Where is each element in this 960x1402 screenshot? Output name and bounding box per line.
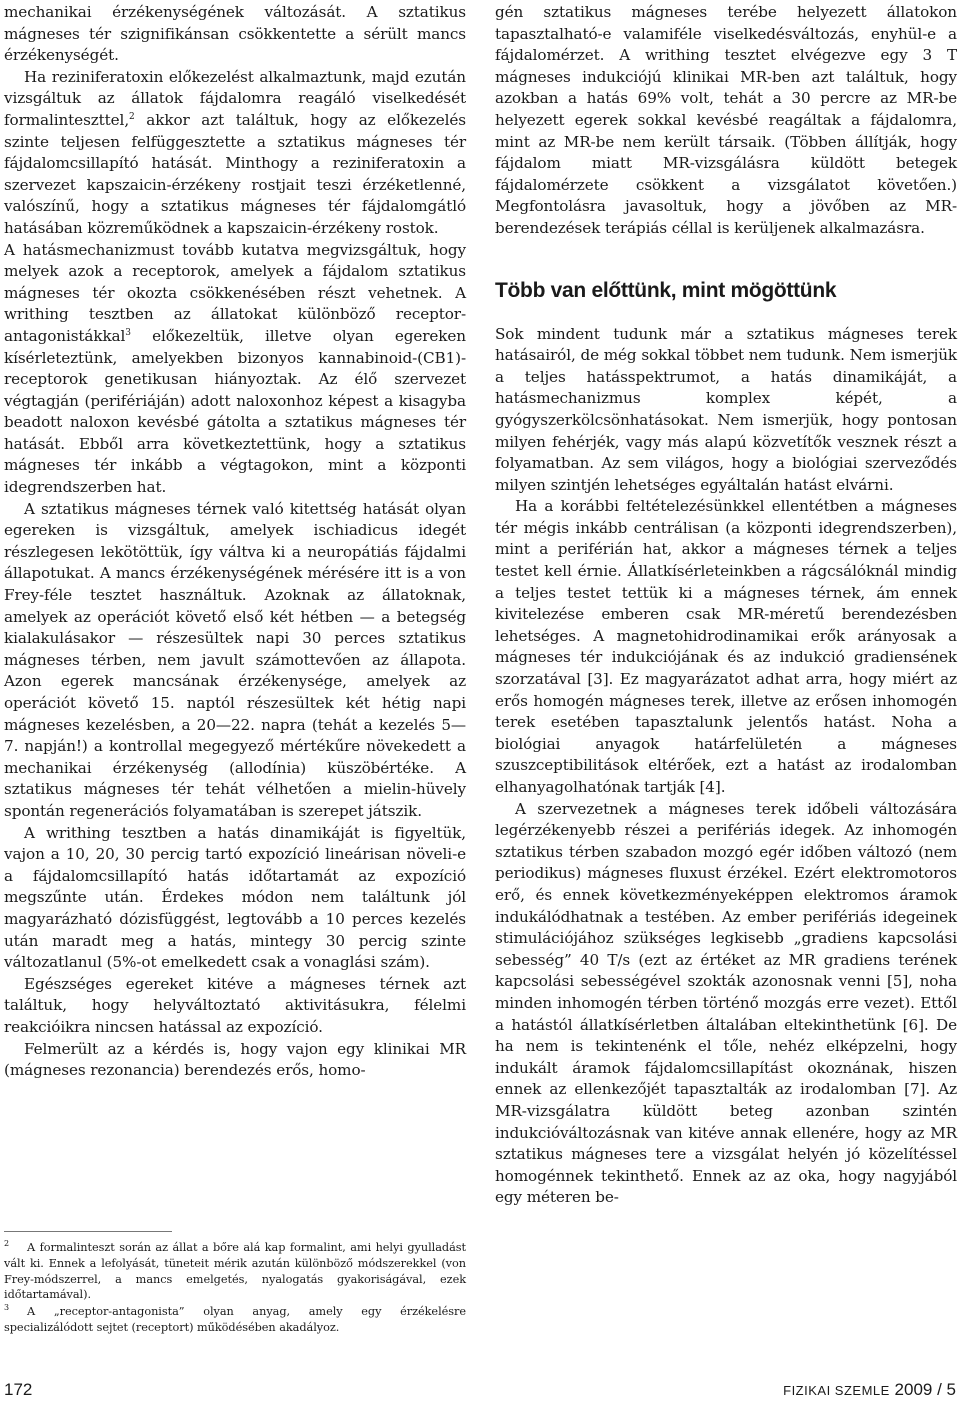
left-column [4,2,466,1082]
paragraph-text: akkor azt találtuk, hogy az előkezelés szinte teljesen felfüggesztette a sztatikus mágneses tér fájdalomcsillapító hatását. Minthogy a reziniferatoxin a szervezet kapszaicin-érzékeny rostjait teszi érzéketlenné, valószínű, hogy a sztatikus mágneses tér fájdalomgátló hatásában közreműködnek a kapszaicin-érzékeny rostok. [4,110,466,237]
paragraph: gén sztatikus mágneses terébe helyezett állatokon tapasztalható-e valamiféle viselkedésváltozás, enyhül-e a fájdalomérzet. A writhing tesztet elvégezve egy 3 T mágneses indukciójú klinikai MR-ben azt találtuk, hogy azokban a hatás 69% volt, tehát a 30 percre az MR-be helyezett egerek sokkal kevésbé reagáltak a fájdalomra, mint az MR-be nem került társaik. (Többen állítják, hogy fájdalom miatt MR-vizsgálásra küldött betegek fájdalomérzete csökkent a vizsgálatot követően.) Megfontolásra javasoltuk, hogy a jövőben az MR-berendezések terápiás céllal is kerüljenek alkalmazásra. [495,3,957,237]
issue-number: 2009 / 5 [894,1380,956,1399]
paragraph: Felmerült az a kérdés is, hogy vajon egy klinikai MR (mágneses rezonancia) berendezés erős, homo- [4,1039,466,1080]
footnote-mark: 2 [4,1239,10,1248]
paragraph: Egészséges egereket kitéve a mágneses térnek azt találtuk, hogy helyváltoztató aktivitásukra, félelmi reakcióikra nincsen hatással az expozíció. [4,974,466,1036]
footnote [4,1240,466,1303]
footnote [4,1304,466,1336]
paragraph-text: A hatásmechanizmust tovább kutatva megvizsgáltuk, hogy melyek azok a receptorok, amelyek a fájdalom sztatikus mágneses tér okozta csökkenésében részt vehetnek. A writhing tesztben az állatokat különböző receptor-antagonistákkal [4,240,466,345]
footnote-mark: 3 [4,1303,10,1313]
paragraph: A sztatikus mágneses térnek való kitettség hatását olyan egereken is vizsgáltuk, amelyek ischiadicus idegét részlegesen lekötöttük, így váltva ki a neuropátiás fájdalmi állapotukat. A mancs érzékenységének mérésére itt is a von Frey-féle tesztet használtuk. Azoknak az állatoknak, amelyek az operációt követő első két hétben — a betegség kialakulásakor — részesültek napi 30 perces sztatikus mágneses térben, nem javult számottevően az állapota. Azon egerek mancsának érzékenysége, amelyek az operációt követő 15. naptól részesültek két hétig napi mágneses kezelésben, a 20—22. napra (tehát a kezelés 5—7. napján!) a kontrollal megegyező mértékűre növekedett a mechanikai érzékenység (allodínia) küszöbértéke. A sztatikus mágneses tér tehát vélhetően a mielin-hüvely spontán regenerációs folyamatában is szerepet játszik. [4,499,466,820]
footnotes [4,1240,466,1336]
paragraph: Ha a korábbi feltételezésünkkel ellentétben a mágneses tér mégis inkább centrálisan (a központi idegrendszerben), mint a periférián hat, akkor a mágneses térnek a teljes testet kell érnie. Állatkísérleteinkben a rágcsálóknál mindig a teljes testet tettük ki a mágneses térnek, ám ennek kivitelezése emberen csak MR-méretű berendezésben lehetséges. A magnetohidrodinamikai erők arányosak a mágneses tér indukciójának és az indukció gradiensének szorzatával [3]. Ez magyarázatot adhat arra, hogy miért az erős homogén mágneses terek, illetve az erősen inhomogén terek esetében tapasztalunk jelentős hatást. Noha a biológiai anyagok határfelületén a mágneses szuszceptibilitások eltérőek, ezt a hatást az irodalomban elhanyagolhatónak tartják [4]. [495,497,957,796]
paragraph: A szervezetnek a mágneses terek időbeli változására legérzékenyebb részei a perifériás idegek. Az inhomogén sztatikus térben szabadon mozgó egér időben változó (nem periodikus) mágneses fluxust érzékel. Ezért elektromotoros erő, és ennek következményeképpen elektromos áramok indukálódhatnak a testében. Az ember perifériás idegeinek stimulációjához szükséges legkisebb „gradiens kapcsolási sebesség” 40 T/s (ezt az értéket az MR gradiens terének kapcsolási sebességével szokták azonosnak venni [5], noha minden inhomogén térben történő mozgás erre vezet). Ettől a hatástól állatkísérletben általában eltekinthetünk [6]. De ha nem is tekintenénk el tőle, nehéz elképzelni, hogy indukált áramok fájdalomcsillapítást okoznának, hiszen ennek az ellenkezőjét tapasztalták az irodalomban [7]. Az MR-vizsgálatra küldött beteg azonban szintén indukcióváltozásnak van kitéve annak ellenére, hogy az MR sztatikus mágneses tere a vizsgálat helyén jó közelítéssel homogénnek tekinthető. Ennek az az oka, hogy nagyjából egy méteren be- [495,799,957,1207]
section-heading: Több van előttünk, mint mögöttünk [495,278,837,302]
paragraph [4,240,466,499]
paragraph: A writhing tesztben a hatás dinamikáját is figyeltük, vajon a 10, 20, 30 percig tartó expozíció lineárisan növeli-e a fájdalomcsillapító hatás időtartamát az expozíció megszűnte után. Érdekes módon nem találtunk jól magyarázható dózisfüggést, legtovább a 10 perces kezelés után maradt meg a hatás, mintegy 30 percig szinte változatlanul (5%-ot emelkedett csak a vonaglási szám). [4,823,466,972]
page-number: 172 [4,1380,33,1399]
footnote-text: A formalinteszt során az állat a bőre alá kap formalint, ami helyi gyulladást vált ki. Ennek a lefolyását, tüneteit mérik azután különböző módszerekkel (von Frey-módszerrel, a mancs emelgetés, nyalogatás gyakoriságával, ezek időtartamával). [4,1241,466,1302]
paragraph: Sok mindent tudunk már a sztatikus mágneses terek hatásairól, de még sokkal többet nem tudunk. Nem ismerjük a teljes hatásspektrumot, a hatás dinamikáját, a hatásmechanizmus komplex képét, a gyógyszerkölcsönhatásokat. Nem ismerjük, hogy pontosan milyen fehérjék, vagy más alapú közvetítők vesznek részt a folyamatban. Az sem világos, hogy a biológiai szerveződés milyen szintjén lehetséges egyáltalán hatást elvárni. [495,324,957,494]
right-column [495,2,957,1209]
footnote-text: A „receptor-antagonista” olyan anyag, amely egy érzékelésre specializálódott sejtet (receptort) működésében akadályoz. [4,1305,466,1334]
footnote-ref: 3 [125,327,131,338]
paragraph: mechanikai érzékenységének változását. A sztatikus mágneses tér szignifikánsan csökkentette a sérült mancs érzékenységét. [4,3,466,65]
paragraph [4,67,466,240]
paragraph-text: Ha reziniferatoxin előkezelést alkalmaztunk, majd ezután vizsgáltuk az állatok fájdalomra reagáló viselkedését formalinteszttel, [4,67,466,129]
paragraph-text: előkezeltük, illetve olyan egereken kísérleteztünk, amelyekben bizonyos kannabinoid-(CB1)-receptorok genetikusan hiányoztak. Az élő szervezet végtagján (perifériáján) adott naloxonhoz képest a kisagyba beadott naloxon kevésbé gátolta a sztatikus mágneses tér hatását. Ebből arra következtettünk, hogy a sztatikus mágneses tér inkább a végtagokon, mint a központi idegrendszerben hat. [4,326,466,497]
footnote-divider [4,1231,172,1232]
journal-name: FIZIKAI SZEMLE [783,1383,890,1398]
footnote-ref: 2 [129,111,135,122]
journal-issue [783,1380,956,1401]
